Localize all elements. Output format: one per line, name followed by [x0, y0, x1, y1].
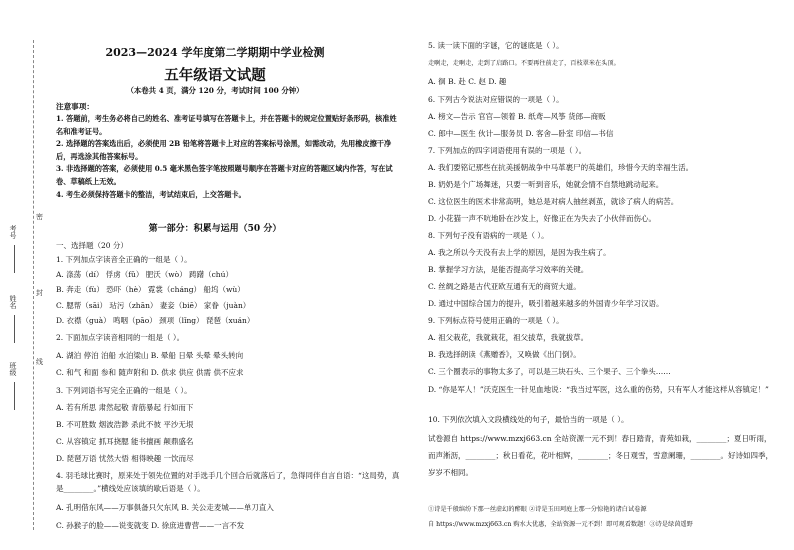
question-4-options-cd: C. 孙猴子的脸——说变就变 D. 徐庶进曹营——一言不发 [56, 521, 245, 530]
note-item: 3. 非选择题的答案，必须使用 0.5 毫米黑色签字笔按照题号顺序在答题卡对应的答题区域内作答，写在试卷、草稿纸上无效。 [56, 164, 393, 186]
question-7: 7. 下列加点的四字词语使用有误的一项是（ ）。 [428, 146, 587, 155]
question-10: 10. 下列依次填入文段横线处的句子，最恰当的一项是（ ）。 [428, 415, 629, 424]
question-4: 4. 羽毛球比赛时，原来处于领先位置的对手选手几个回合后就落后了，急得同伴自言自语：“这局势，真是________。”横线处应该填的歇后语是（ ）。 [56, 471, 400, 493]
question-9-option-c: C. 三个圈表示的事物太多了，可以是三块石头、三个果子、三个拳头…… [428, 367, 671, 376]
note-item: 4. 考生必须保持答题卡的整洁，考试结束后，上交答题卡。 [56, 190, 246, 199]
question-3-option-b: B. 不可胜数 烟波浩渺 杀此不彼 平沙无垠 [56, 420, 194, 429]
question-1-option-d: D. 衣襟（guà） 鸣咽（pāo） 颈项（lǐng） 琵琶（xuán） [56, 316, 255, 325]
binding-label-name: 姓名 [9, 295, 17, 309]
question-8-option-c: C. 丝绸之路是古代亚欧互通有无的商贸大道。 [428, 282, 581, 291]
question-1-option-c: C. 腮帮（sāi） 玷污（zhān） 妻妾（biē） 家眷（juàn） [56, 301, 251, 310]
question-3-option-c: C. 从容镇定 抓耳挠腮 能书擅画 颠鼎盛名 [56, 437, 194, 446]
question-3: 3. 下列词语书写完全正确的一组是（ ）。 [56, 386, 192, 395]
binding-label-class: 班级 [9, 362, 17, 376]
note-item: 2. 选择题的答案选出后，必须使用 2B 铅笔将答题卡上对应的答案标号涂黑，如需改动，先用橡皮擦干净后，再选涂其他答案标号。 [56, 139, 392, 161]
question-7-option-a: A. 我们要铭记那些在抗美援朝战争中马革裹尸的英雄们，珍惜今天的幸福生活。 [428, 163, 694, 172]
exam-info: （本卷共 4 页，满分 120 分，考试时间 100 分钟） [126, 86, 304, 95]
question-9: 9. 下列标点符号使用正确的一项是（ ）。 [428, 316, 564, 325]
question-9-option-b: B. 我选择朗读《燕赠香》，又唤做《出门倒》。 [428, 350, 581, 359]
question-6-options-ab: A. 榜文—告示 官官—领着 B. 纸鸢—风筝 货郎—商贩 [428, 112, 606, 121]
paper-title: 五年级语文试题 [164, 68, 266, 84]
question-10-passage: 试卷源自 https://www.mzxj663.cn 全站资源一元不到！春日踏青，青苑如栽，________；夏日听雨，而声淅沥，________；秋日看花，花叶相辉，________；冬日观雪，雪意阑珊，________。好诗如四季，岁岁不相同。 [428, 434, 773, 477]
binding-dashed-line [33, 40, 34, 530]
question-2-options-ab: A. 湖泊 停泊 泊船 水泊梁山 B. 晕船 日晕 头晕 晕头转向 [56, 351, 244, 360]
question-8: 8. 下列句子没有语病的一项是（ ）。 [428, 231, 549, 240]
binding-mark-seal: 密 [36, 213, 43, 221]
question-7-option-d: D. 小花猫一声不吭地卧在沙发上，好像正在为失去了小伙伴而伤心。 [428, 214, 657, 223]
question-9-option-a: A. 祖父栽花，我就栽花，祖父拔草，我就拔草。 [428, 333, 589, 342]
note-item: 1. 答题前，考生务必将自己的姓名、准考证号填写在答题卡上，并在答题卡的规定位置贴好条形码，核准姓名和准考证号。 [56, 114, 397, 136]
question-3-option-d: D. 琵琶万语 忧然大悟 相得映趣 一饮而尽 [56, 454, 194, 463]
question-5: 5. 读一读下面的字谜，它的谜底是（ ）。 [428, 41, 564, 50]
binding-fill-line [14, 315, 15, 343]
question-6: 6. 下列古今说法对应错误的一项是（ ）。 [428, 95, 564, 104]
question-10-choices-continued: 自 https://www.mzxj663.cn 购水大优惠，全站资源一元不到！即可观看数题！③诗是绿茵遥野 [428, 521, 693, 528]
binding-label-exam-number: 考号 [9, 225, 17, 239]
part-title: 第一部分：积累与运用（50 分） [148, 224, 282, 234]
question-7-option-c: C. 这位医生的医术非常高明，她总是对病人抽丝剥茧，就诊了病人的病苦。 [428, 197, 679, 206]
question-8-option-b: B. 掌握学习方法，是能否提高学习效率的关键。 [428, 265, 589, 274]
exam-title: 2023—2024 学年度第二学期期中学业检测 [105, 46, 325, 59]
question-2-options-cd: C. 和气 和面 参和 随声附和 D. 供求 供应 供需 供不应求 [56, 368, 244, 377]
question-4-options-ab: A. 孔明借东风——万事俱备只欠东风 B. 关公走麦城——单刀直入 [56, 503, 274, 512]
question-1: 1. 下列加点字读音全正确的一组是（ ）。 [56, 255, 192, 264]
binding-fill-line [14, 245, 15, 273]
question-5-riddle: 走啊走，走啊走，走到了启路口。不要再往前走了，百枝翠米在头顶。 [428, 60, 620, 67]
question-5-options: A. 徊 B. 赴 C. 赵 D. 趣 [428, 77, 507, 86]
binding-margin [0, 0, 42, 550]
section-heading: 一、选择题（20 分） [56, 241, 128, 250]
question-8-option-a: A. 我之所以今天没有去上学的原因，是因为我生病了。 [428, 248, 611, 257]
question-9-option-d: D. “你是军人！”沃克医生一针见血地说：“我当过军医，这么重的伤势，只有军人才能这样从容镇定！” [428, 385, 769, 394]
question-1-option-b: B. 奔走（fù） 恐吓（hè） 霓裳（cháng） 船坞（wù） [56, 285, 245, 294]
binding-mark-seal: 封 [36, 289, 43, 297]
notes-heading: 注意事项： [56, 102, 94, 111]
question-10-choices: ①诗是千般缤纷下那一丝虚幻的醉眼 ②诗是玉田珂庭上那一分惊艳的诸白试卷源 [428, 506, 647, 513]
question-1-option-a: A. 涤荡（dí） 俘虏（fǔ） 肥沃（wò） 踌躇（chú） [56, 270, 233, 279]
question-6-options-cd: C. 郎中—医生 伙计—服务员 D. 客舍—卧室 印信—书信 [428, 129, 614, 138]
binding-mark-line: 线 [36, 358, 43, 366]
question-2: 2. 下面加点字读音相同的一组是（ ）。 [56, 333, 185, 342]
binding-fill-line [14, 382, 15, 410]
question-8-option-d: D. 通过中国综合国力的提升，吸引着越来越多的外国青少年学习汉语。 [428, 299, 664, 308]
question-3-option-a: A. 若有所思 肃然起敬 青筋暴起 行如而下 [56, 403, 194, 412]
question-7-option-b: B. 奶奶是个广场舞迷，只要一听到音乐，她就会情不自禁地跳动起来。 [428, 180, 664, 189]
